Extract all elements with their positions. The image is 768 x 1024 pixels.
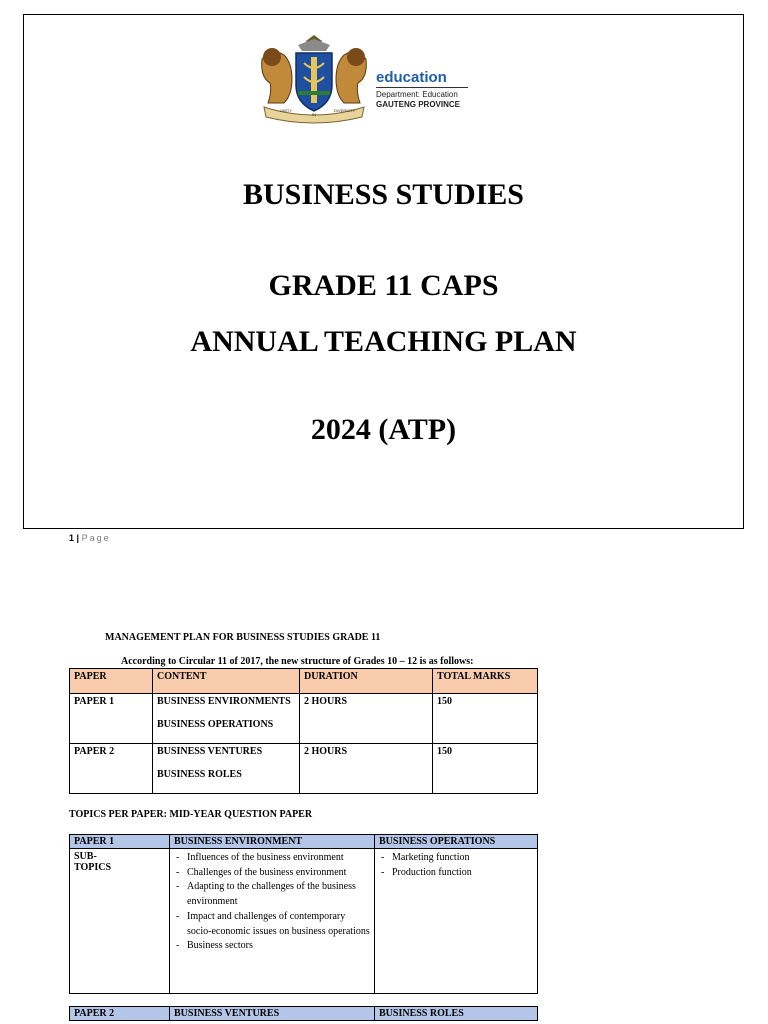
topics-heading: TOPICS PER PAPER: MID-YEAR QUESTION PAPER [69, 809, 313, 820]
page-footer [69, 533, 111, 543]
page-label: Page [81, 533, 111, 543]
list-item: - Impact and challenges of contemporary socio-economic issues on business operations [174, 910, 370, 939]
logo-province-text: GAUTENG PROVINCE [376, 100, 461, 109]
col-header-business-roles: BUSINESS ROLES [375, 1007, 538, 1021]
cell-paper: PAPER 1 [70, 694, 153, 744]
list-item: - Marketing function [379, 851, 533, 866]
motto-word-2: IN [312, 112, 316, 117]
col-header-business-environment: BUSINESS ENVIRONMENT [170, 835, 375, 849]
content-line: BUSINESS VENTURES [157, 746, 263, 757]
list-item: - Business sectors [174, 939, 370, 954]
table-header-row [70, 835, 538, 849]
col-header-business-operations: BUSINESS OPERATIONS [375, 835, 538, 849]
list-item: - Production function [379, 866, 533, 881]
list-item: - Adapting to the challenges of the business environment [174, 880, 370, 909]
topics-paper2-table [69, 1006, 538, 1021]
management-intro: According to Circular 11 of 2017, the new structure of Grades 10 – 12 is as follows: [121, 656, 474, 667]
table-row [70, 849, 538, 994]
col-header-content: CONTENT [153, 669, 300, 694]
label-line: SUB- [74, 851, 97, 862]
table-row [70, 744, 538, 794]
col-header-paper2: PAPER 2 [70, 1007, 170, 1021]
col-header-duration: DURATION [300, 669, 433, 694]
cell-paper: PAPER 2 [70, 744, 153, 794]
page-separator: | [76, 533, 80, 543]
table-row [70, 694, 538, 744]
logo-department-text: Department: Education [376, 90, 458, 99]
cover-title-subject: BUSINESS STUDIES [243, 178, 524, 211]
col-header-business-ventures: BUSINESS VENTURES [170, 1007, 375, 1021]
management-heading: MANAGEMENT PLAN FOR BUSINESS STUDIES GRADE 11 [105, 632, 381, 643]
table-header-row [70, 669, 538, 694]
list-item: - Influences of the business environment [174, 851, 370, 866]
content-line: BUSINESS ENVIRONMENTS [157, 696, 291, 707]
cell-environment-topics [170, 849, 375, 994]
gauteng-education-logo [254, 33, 514, 129]
col-header-paper1: PAPER 1 [70, 835, 170, 849]
paper-structure-table [69, 668, 538, 794]
content-line: BUSINESS OPERATIONS [157, 719, 274, 730]
cell-marks: 150 [433, 744, 538, 794]
cell-operations-topics [375, 849, 538, 994]
cover-title-plan: ANNUAL TEACHING PLAN [190, 325, 577, 358]
cell-duration: 2 HOURS [300, 744, 433, 794]
topics-paper1-table [69, 834, 538, 994]
cell-content [153, 744, 300, 794]
content-line: BUSINESS ROLES [157, 769, 242, 780]
table-header-row [70, 1007, 538, 1021]
motto-word-3: DIVERSITY [334, 108, 356, 113]
cell-content [153, 694, 300, 744]
cell-sub-topics-label [70, 849, 170, 994]
motto-word-1: UNITY [280, 108, 292, 113]
logo-text-block [376, 69, 468, 110]
col-header-paper: PAPER [70, 669, 153, 694]
cell-marks: 150 [433, 694, 538, 744]
page-number: 1 [69, 533, 75, 543]
cover-page [23, 14, 744, 529]
cover-title-grade: GRADE 11 CAPS [268, 269, 499, 302]
operations-topic-list [379, 851, 533, 880]
cover-title-year: 2024 (ATP) [310, 413, 457, 446]
list-item: - Challenges of the business environment [174, 866, 370, 881]
logo-education-text: education [376, 70, 468, 88]
environment-topic-list [174, 851, 370, 954]
label-line: TOPICS [74, 862, 112, 873]
col-header-total-marks: TOTAL MARKS [433, 669, 538, 694]
cell-duration: 2 HOURS [300, 694, 433, 744]
